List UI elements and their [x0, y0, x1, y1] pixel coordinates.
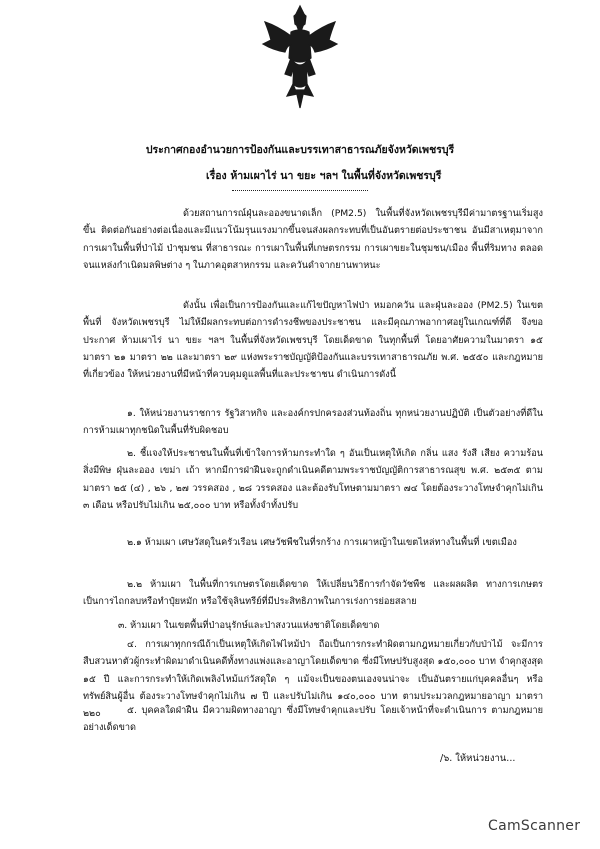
- item-2-1: ๒.๑ ห้ามเผา เศษวัสดุในครัวเรือน เศษวัชพืชในที่รกร้าง การเผาหญ้าในเขตไหล่ทางในพื้นที่ เขตเมือง: [127, 537, 517, 548]
- paragraph-announcement: ดังนั้น เพื่อเป็นการป้องกันและแก้ไขปัญหาไฟป่า หมอกควัน และฝุ่นละออง (PM2.5) ในเขตพื้นที่ จังหวัดเพชรบุรี ไม่ให้มีผลกระทบต่อการดำรงชีพของประชาชน และมีคุณภาพอากาศอยู่ในเกณฑ์ที่ดี จึงขอประกาศ ห้ามเผาไร่ นา ขยะ ฯลฯ ในพื้นที่จังหวัดเพชรบุรี โดยเด็ดขาด ในทุกพื้นที่ โดยอาศัยความในมาตรา ๑๕ มาตรา ๒๑ มาตรา ๒๒ และมาตรา ๒๙ แห่งพระราชบัญญัติป้องกันและบรรเทาสาธารณภัย พ.ศ. ๒๕๕๐ และกฎหมาย ที่เกี่ยวข้อง ให้หน่วยงานที่มีหน้าที่ควบคุมดูแลพื้นที่และประชาชน ดำเนินการดังนี้: [83, 300, 543, 381]
- item-2-2: ๒.๒ ห้ามเผา ในพื้นที่การเกษตรโดยเด็ดขาด ให้เปลี่ยนวิธีการกำจัดวัชพืช และผลผลิต ทางการเกษตรเป็นการไถกลบหรือทำปุ๋ยหมัก หรือใช้จุลินทรีย์ที่มีประสิทธิภาพในการเร่งการย่อยสลาย: [83, 579, 543, 608]
- item-3: ๓. ห้ามเผา ในเขตพื้นที่ป่าอนุรักษ์และป่าสงวนแห่งชาติโดยเด็ดขาด: [118, 620, 380, 631]
- page-continuation: /๖. ให้หน่วยงาน...: [440, 753, 516, 764]
- item-4: ๔. การเผาทุกกรณีถ้าเป็นเหตุให้เกิดไฟไหม้ป่า ถือเป็นการกระทำผิดตามกฎหมายเกี่ยวกับป่าไม้ จะมีการสืบสวนหาตัวผู้กระทำผิดมาดำเนินคดีทั้งทางแพ่งและอาญาโดยเด็ดขาด ซึ่งมีโทษปรับสูงสุด ๑๕๐,๐๐๐ บาท จำคุกสูงสุด ๑๕ ปี และการกระทำให้เกิดเพลิงไหม้แก่วัสดุใด ๆ แม้จะเป็นของตนเองจนน่าจะ เป็นอันตรายแก่บุคคลอื่นๆ หรือทรัพย์สินผู้อื่น ต้องระวางโทษจำคุกไม่เกิน ๗ ปี และปรับไม่เกิน ๑๔๐,๐๐๐ บาท ตามประมวลกฎหมายอาญา มาตรา ๒๒๐: [83, 639, 543, 720]
- announcement-subject: เรื่อง ห้ามเผาไร่ นา ขยะ ฯลฯ ในพื้นที่จังหวัดเพชรบุรี: [206, 170, 442, 182]
- paragraph-background: ด้วยสถานการณ์ฝุ่นละอองขนาดเล็ก (PM2.5) ในพื้นที่จังหวัดเพชรบุรีมีค่ามาตรฐานเริ่มสูงขึ้น ติดต่อกันอย่างต่อเนื่องและมีแนวโน้มรุนแรงมากขึ้นจนส่งผลกระทบที่เป็นอันตรายต่อประชาชน อันมีสาเหตุมาจาก การเผาในพื้นที่ป่าไม้ ป่าชุมชน ที่สาธารณะ การเผาในพื้นที่เกษตรกรรม การเผาขยะในชุมชน/เมือง พื้นที่ริมทาง ตลอดจนแหล่งกำเนิดมลพิษต่าง ๆ ในภาคอุตสาหกรรม และควันดำจากยานพาหนะ: [83, 208, 543, 271]
- garuda-emblem: [261, 4, 339, 112]
- item-5: ๕. บุคคลใดฝ่าฝืน มีความผิดทางอาญา ซึ่งมีโทษจำคุกและปรับ โดยเจ้าหน้าที่จะดำเนินการ ตามกฎหมายอย่างเด็ดขาด: [83, 705, 543, 734]
- item-2: ๒. ชี้แจงให้ประชาชนในพื้นที่เข้าใจการห้ามกระทำใด ๆ อันเป็นเหตุให้เกิด กลิ่น แสง รังสี เสียง ความร้อน สิ่งมีพิษ ฝุ่นละออง เขม่า เถ้า หากมีการฝ่าฝืนจะถูกดำเนินคดีตามพระราชบัญญัติการสาธารณสุข พ.ศ. ๒๕๓๕ ตามมาตรา ๒๕ (๔) , ๒๖ , ๒๗ วรรคสอง , ๒๘ วรรคสอง และต้องรับโทษตามมาตรา ๗๔ โดยต้องระวางโทษจำคุกไม่เกิน ๓ เดือน หรือปรับไม่เกิน ๒๕,๐๐๐ บาท หรือทั้งจำทั้งปรับ: [83, 448, 543, 511]
- title-divider: [232, 190, 368, 191]
- item-1: ๑. ให้หน่วยงานราชการ รัฐวิสาหกิจ และองค์กรปกครองส่วนท้องถิ่น ทุกหน่วยงานปฏิบัติ เป็นตัวอย่างที่ดีในการห้ามเผาทุกชนิดในพื้นที่รับผิดชอบ: [83, 408, 543, 437]
- scanner-watermark: CamScanner: [488, 818, 581, 834]
- announcement-title: ประกาศกองอำนวยการป้องกันและบรรเทาสาธารณภัยจังหวัดเพชรบุรี: [145, 144, 455, 156]
